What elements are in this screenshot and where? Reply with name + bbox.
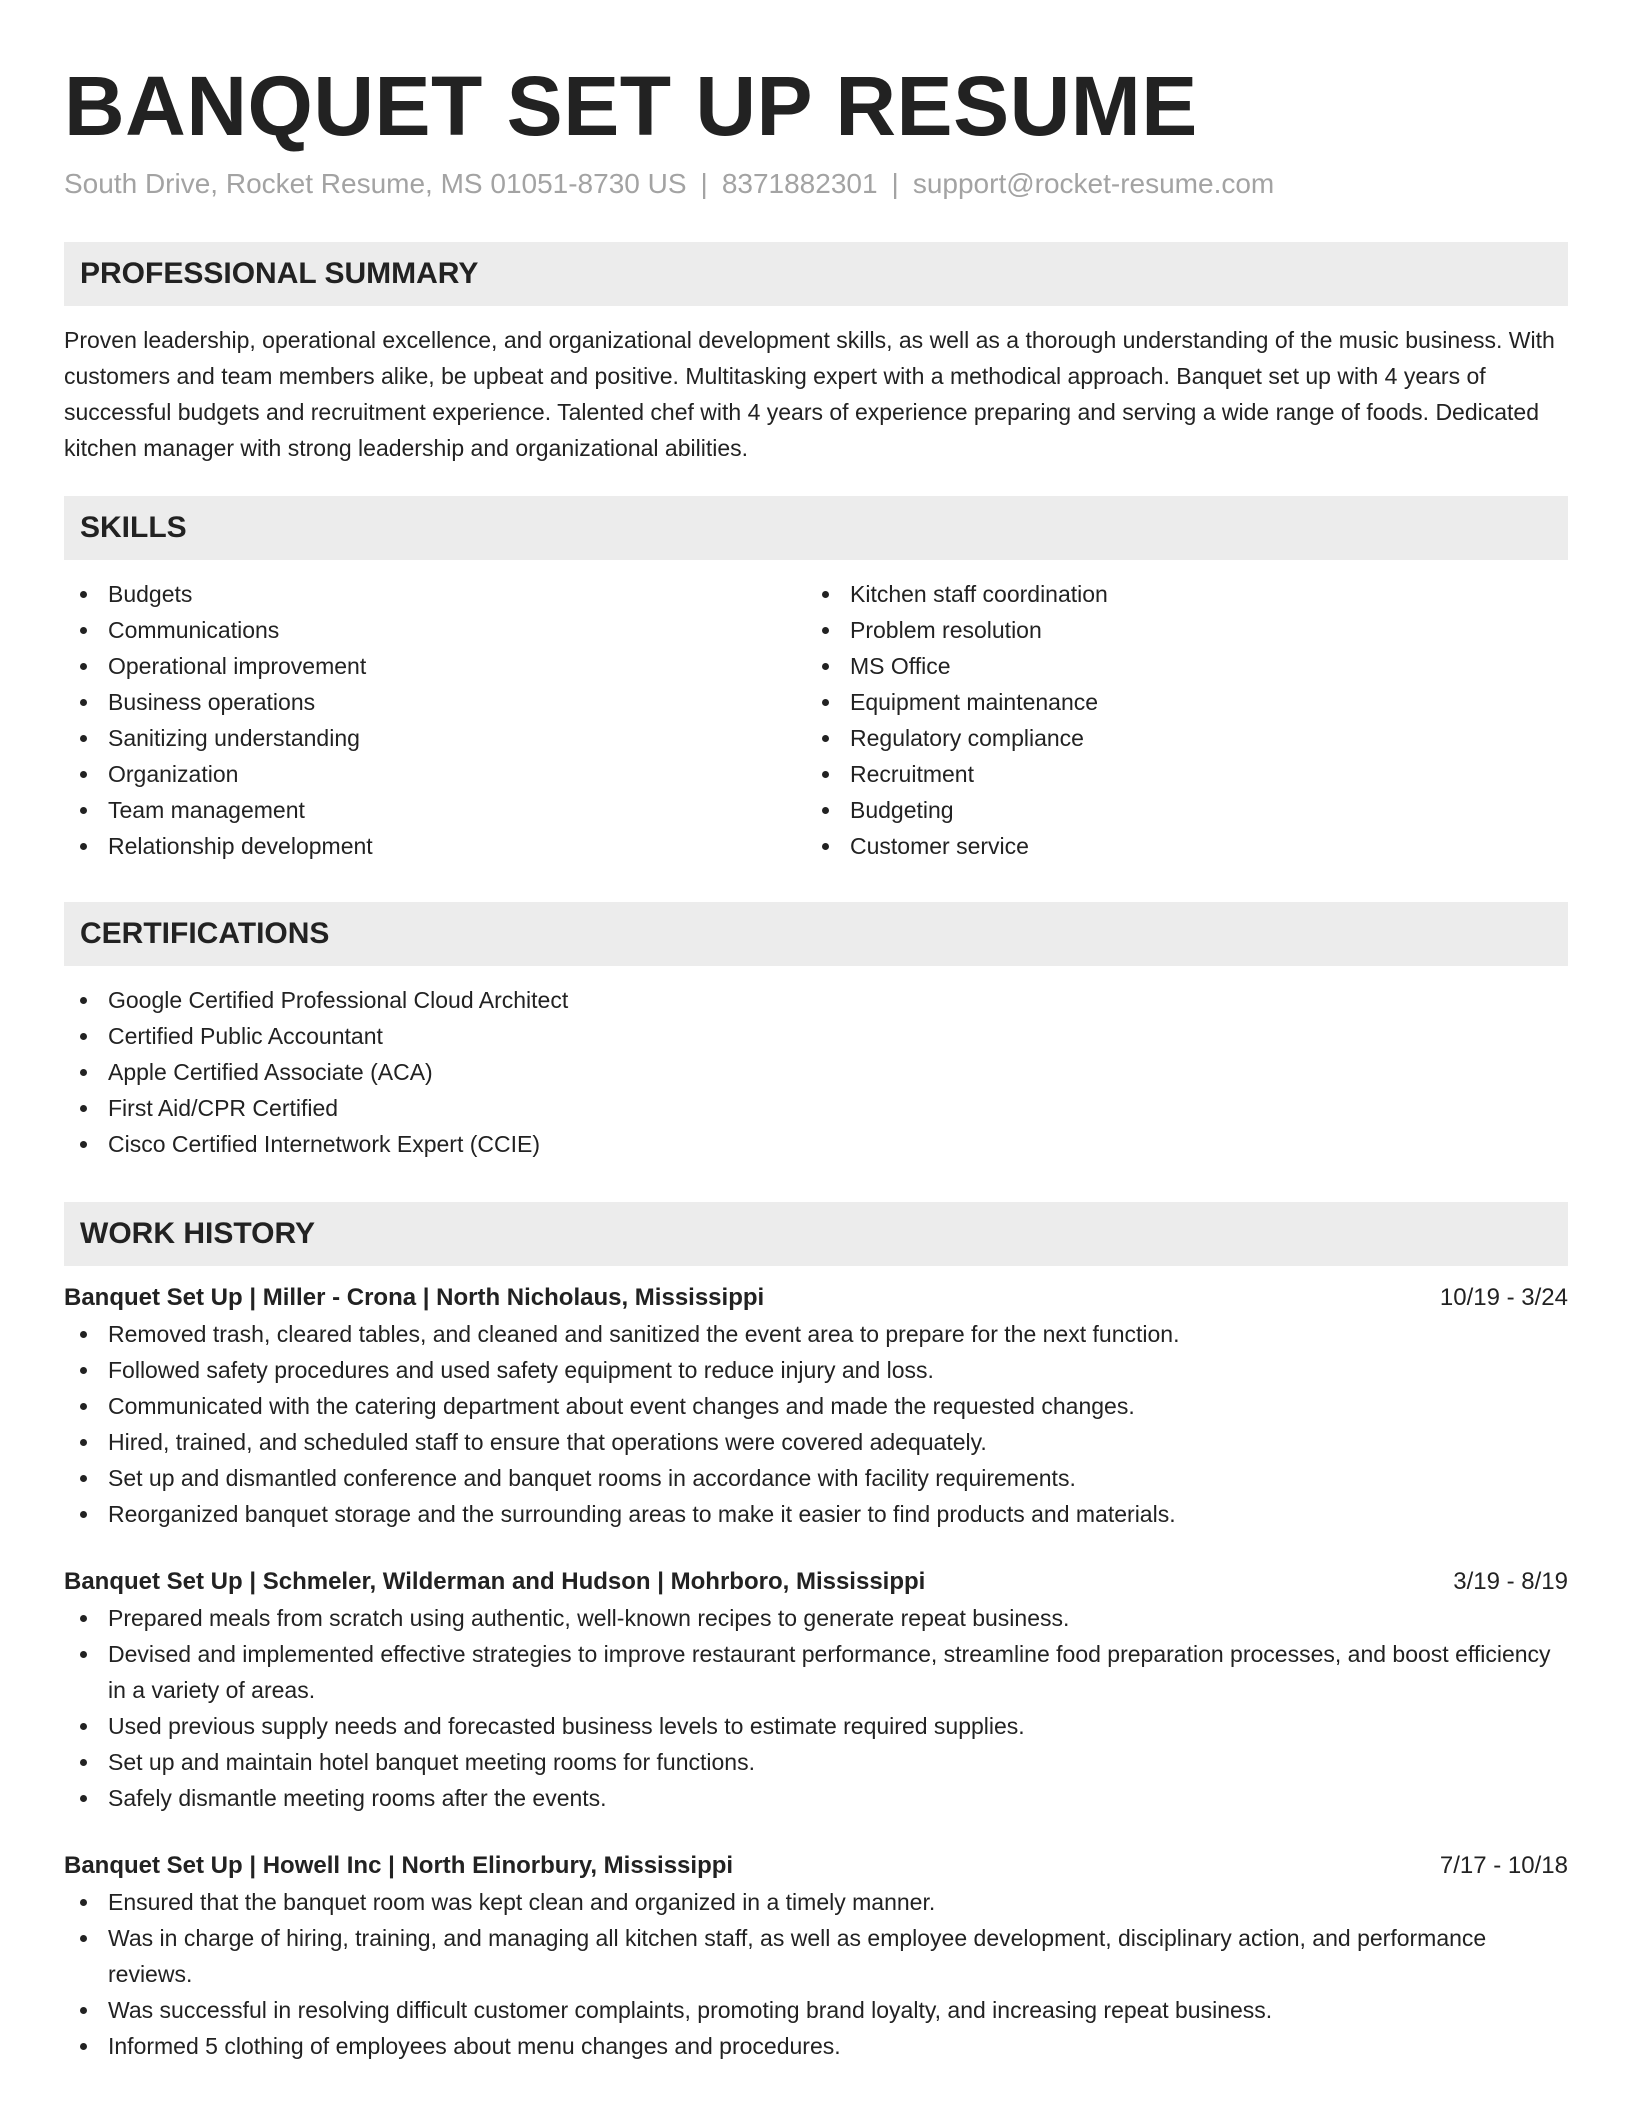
skill-item: MS Office xyxy=(806,648,1548,684)
job-duty: Hired, trained, and scheduled staff to ensure that operations were covered adequately. xyxy=(64,1424,1568,1460)
job-dates: 7/17 - 10/18 xyxy=(1439,1852,1568,1879)
job-duties xyxy=(64,1316,1568,1532)
job-duty: Safely dismantle meeting rooms after the events. xyxy=(64,1780,1568,1816)
job-duty: Used previous supply needs and forecasted business levels to estimate required supplies. xyxy=(64,1708,1568,1744)
contact-separator: | xyxy=(891,168,899,199)
certification-item: First Aid/CPR Certified xyxy=(64,1090,1568,1126)
section-heading-work-history: WORK HISTORY xyxy=(64,1202,1568,1266)
skill-item: Kitchen staff coordination xyxy=(806,576,1548,612)
job-duty: Devised and implemented effective strategies to improve restaurant performance, streamline food preparation processes, and boost efficiency in a variety of areas. xyxy=(64,1636,1568,1708)
job-duty: Set up and dismantled conference and banquet rooms in accordance with facility requirements. xyxy=(64,1460,1568,1496)
skills-column-left xyxy=(64,576,806,864)
job-duties xyxy=(64,1884,1568,2064)
job-duty: Communicated with the catering department about event changes and made the requested changes. xyxy=(64,1388,1568,1424)
section-heading-certifications: CERTIFICATIONS xyxy=(64,902,1568,966)
contact-address: South Drive, Rocket Resume, MS 01051-8730 US xyxy=(64,168,687,199)
job-title: Banquet Set Up | Howell Inc | North Elinorbury, Mississippi xyxy=(64,1852,734,1879)
job-title: Banquet Set Up | Schmeler, Wilderman and Hudson | Mohrboro, Mississippi xyxy=(64,1568,926,1595)
skill-item: Communications xyxy=(64,612,806,648)
skill-item: Budgets xyxy=(64,576,806,612)
certification-item: Cisco Certified Internetwork Expert (CCIE) xyxy=(64,1126,1568,1162)
skill-item: Customer service xyxy=(806,828,1548,864)
job-header xyxy=(64,1280,1568,1316)
skill-item: Equipment maintenance xyxy=(806,684,1548,720)
job-duty: Ensured that the banquet room was kept clean and organized in a timely manner. xyxy=(64,1884,1568,1920)
job-duty: Reorganized banquet storage and the surrounding areas to make it easier to find products and materials. xyxy=(64,1496,1568,1532)
summary-text: Proven leadership, operational excellence, and organizational development skills, as well as a thorough understanding of the music business. With customers and team members alike, be upbeat and positive. Multitasking expert with a methodical approach. Banquet set up with 4 years of successful budgets and recruitment experience. Talented chef with 4 years of experience preparing and serving a wide range of foods. Dedicated kitchen manager with strong leadership and organizational abilities. xyxy=(64,327,1555,461)
job-entry xyxy=(64,1280,1568,1532)
certification-item: Apple Certified Associate (ACA) xyxy=(64,1054,1568,1090)
job-duty: Was successful in resolving difficult customer complaints, promoting brand loyalty, and increasing repeat business. xyxy=(64,1992,1568,2028)
resume-page xyxy=(64,0,1568,2064)
contact-phone: 8371882301 xyxy=(721,168,878,199)
skill-item: Team management xyxy=(64,792,806,828)
skill-item: Organization xyxy=(64,756,806,792)
job-entry xyxy=(64,1564,1568,1816)
job-duty: Removed trash, cleared tables, and cleaned and sanitized the event area to prepare for the next function. xyxy=(64,1316,1568,1352)
job-duty: Prepared meals from scratch using authentic, well-known recipes to generate repeat business. xyxy=(64,1600,1568,1636)
job-dates: 3/19 - 8/19 xyxy=(1453,1568,1568,1595)
skill-item: Regulatory compliance xyxy=(806,720,1548,756)
contact-email: support@rocket-resume.com xyxy=(912,168,1275,199)
contact-separator: | xyxy=(700,168,708,199)
certification-item: Certified Public Accountant xyxy=(64,1018,1568,1054)
job-duty: Was in charge of hiring, training, and managing all kitchen staff, as well as employee development, disciplinary action, and performance reviews. xyxy=(64,1920,1568,1992)
skill-item: Budgeting xyxy=(806,792,1548,828)
job-header xyxy=(64,1564,1568,1600)
skill-item: Recruitment xyxy=(806,756,1548,792)
job-entry xyxy=(64,1848,1568,2064)
job-duty: Set up and maintain hotel banquet meeting rooms for functions. xyxy=(64,1744,1568,1780)
section-heading-skills: SKILLS xyxy=(64,496,1568,560)
skills-column-right xyxy=(806,576,1548,864)
skill-item: Business operations xyxy=(64,684,806,720)
contact-line xyxy=(64,166,1568,202)
certifications-list xyxy=(64,982,1568,1162)
skills-list xyxy=(64,576,1568,864)
skill-item: Problem resolution xyxy=(806,612,1548,648)
job-duty: Informed 5 clothing of employees about menu changes and procedures. xyxy=(64,2028,1568,2064)
job-dates: 10/19 - 3/24 xyxy=(1439,1284,1568,1311)
job-duties xyxy=(64,1600,1568,1816)
section-heading-summary: PROFESSIONAL SUMMARY xyxy=(64,242,1568,306)
skill-item: Relationship development xyxy=(64,828,806,864)
job-duty: Followed safety procedures and used safety equipment to reduce injury and loss. xyxy=(64,1352,1568,1388)
resume-title: BANQUET SET UP RESUME xyxy=(64,59,1198,153)
job-title: Banquet Set Up | Miller - Crona | North Nicholaus, Mississippi xyxy=(64,1284,765,1311)
job-header xyxy=(64,1848,1568,1884)
certification-item: Google Certified Professional Cloud Architect xyxy=(64,982,1568,1018)
skill-item: Sanitizing understanding xyxy=(64,720,806,756)
skill-item: Operational improvement xyxy=(64,648,806,684)
